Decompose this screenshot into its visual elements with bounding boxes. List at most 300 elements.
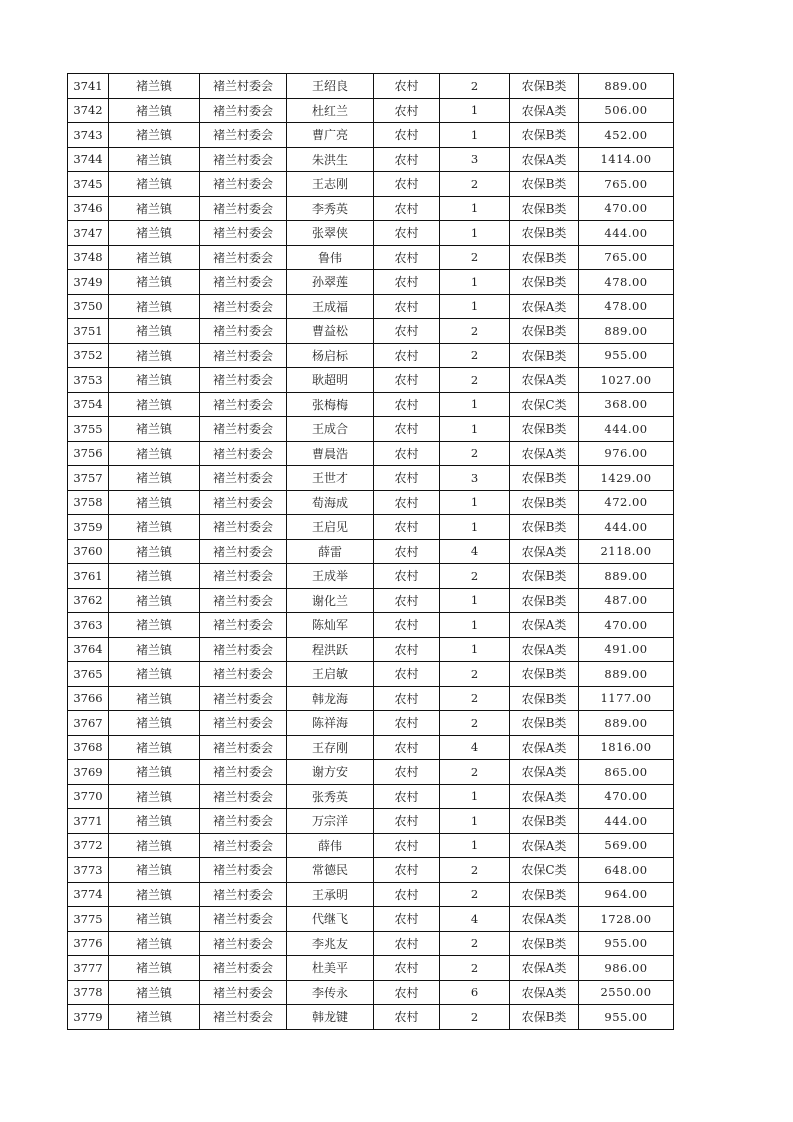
town-cell: 褚兰镇	[109, 343, 200, 368]
amount-cell: 955.00	[579, 343, 674, 368]
town-cell: 褚兰镇	[109, 441, 200, 466]
row-number-cell: 3766	[68, 686, 109, 711]
household-size-cell: 2	[440, 662, 510, 687]
person-name-cell: 曹益松	[287, 319, 374, 344]
village-committee-cell: 褚兰村委会	[200, 515, 287, 540]
household-size-cell: 1	[440, 833, 510, 858]
person-name-cell: 杨启标	[287, 343, 374, 368]
table-row	[68, 270, 674, 295]
table-row	[68, 417, 674, 442]
person-name-cell: 王启见	[287, 515, 374, 540]
amount-cell: 444.00	[579, 221, 674, 246]
town-cell: 褚兰镇	[109, 686, 200, 711]
table-row	[68, 662, 674, 687]
insurance-category-cell: 农保B类	[510, 809, 579, 834]
table-row	[68, 490, 674, 515]
table-row	[68, 368, 674, 393]
row-number-cell: 3773	[68, 858, 109, 883]
row-number-cell: 3747	[68, 221, 109, 246]
town-cell: 褚兰镇	[109, 907, 200, 932]
table-row	[68, 147, 674, 172]
household-type-cell: 农村	[374, 270, 440, 295]
table-row	[68, 172, 674, 197]
row-number-cell: 3768	[68, 735, 109, 760]
village-committee-cell: 褚兰村委会	[200, 417, 287, 442]
person-name-cell: 程洪跃	[287, 637, 374, 662]
person-name-cell: 谢化兰	[287, 588, 374, 613]
insurance-category-cell: 农保B类	[510, 882, 579, 907]
person-name-cell: 李传永	[287, 980, 374, 1005]
household-size-cell: 1	[440, 784, 510, 809]
village-committee-cell: 褚兰村委会	[200, 294, 287, 319]
household-size-cell: 4	[440, 907, 510, 932]
household-size-cell: 2	[440, 1005, 510, 1030]
town-cell: 褚兰镇	[109, 833, 200, 858]
table-row	[68, 466, 674, 491]
insurance-category-cell: 农保B类	[510, 588, 579, 613]
person-name-cell: 王成合	[287, 417, 374, 442]
household-type-cell: 农村	[374, 343, 440, 368]
household-type-cell: 农村	[374, 564, 440, 589]
town-cell: 褚兰镇	[109, 123, 200, 148]
household-type-cell: 农村	[374, 368, 440, 393]
table-row	[68, 196, 674, 221]
person-name-cell: 鲁伟	[287, 245, 374, 270]
village-committee-cell: 褚兰村委会	[200, 270, 287, 295]
insurance-category-cell: 农保A类	[510, 735, 579, 760]
table-row	[68, 735, 674, 760]
row-number-cell: 3774	[68, 882, 109, 907]
household-size-cell: 2	[440, 245, 510, 270]
table-row	[68, 809, 674, 834]
amount-cell: 1816.00	[579, 735, 674, 760]
row-number-cell: 3746	[68, 196, 109, 221]
insurance-category-cell: 农保A类	[510, 98, 579, 123]
household-size-cell: 2	[440, 441, 510, 466]
household-type-cell: 农村	[374, 221, 440, 246]
amount-cell: 955.00	[579, 931, 674, 956]
row-number-cell: 3760	[68, 539, 109, 564]
household-size-cell: 2	[440, 319, 510, 344]
household-size-cell: 6	[440, 980, 510, 1005]
household-size-cell: 1	[440, 515, 510, 540]
village-committee-cell: 褚兰村委会	[200, 466, 287, 491]
insurance-category-cell: 农保B类	[510, 417, 579, 442]
insurance-category-cell: 农保A类	[510, 368, 579, 393]
town-cell: 褚兰镇	[109, 858, 200, 883]
person-name-cell: 曹晨浩	[287, 441, 374, 466]
table-row	[68, 294, 674, 319]
household-type-cell: 农村	[374, 539, 440, 564]
village-committee-cell: 褚兰村委会	[200, 147, 287, 172]
village-committee-cell: 褚兰村委会	[200, 564, 287, 589]
household-type-cell: 农村	[374, 882, 440, 907]
table-row	[68, 539, 674, 564]
person-name-cell: 王成举	[287, 564, 374, 589]
village-committee-cell: 褚兰村委会	[200, 833, 287, 858]
insurance-category-cell: 农保B类	[510, 564, 579, 589]
household-type-cell: 农村	[374, 245, 440, 270]
table-row	[68, 245, 674, 270]
household-size-cell: 1	[440, 490, 510, 515]
amount-cell: 1728.00	[579, 907, 674, 932]
amount-cell: 765.00	[579, 172, 674, 197]
insurance-category-cell: 农保B类	[510, 245, 579, 270]
amount-cell: 2550.00	[579, 980, 674, 1005]
amount-cell: 569.00	[579, 833, 674, 858]
household-type-cell: 农村	[374, 466, 440, 491]
person-name-cell: 曹广亮	[287, 123, 374, 148]
table-row	[68, 564, 674, 589]
village-committee-cell: 褚兰村委会	[200, 74, 287, 99]
table-row	[68, 515, 674, 540]
household-size-cell: 2	[440, 760, 510, 785]
household-type-cell: 农村	[374, 319, 440, 344]
insurance-category-cell: 农保B类	[510, 123, 579, 148]
person-name-cell: 王绍良	[287, 74, 374, 99]
household-size-cell: 1	[440, 221, 510, 246]
table-row	[68, 760, 674, 785]
row-number-cell: 3778	[68, 980, 109, 1005]
insurance-category-cell: 农保A类	[510, 294, 579, 319]
person-name-cell: 王启敏	[287, 662, 374, 687]
amount-cell: 368.00	[579, 392, 674, 417]
town-cell: 褚兰镇	[109, 784, 200, 809]
insurance-category-cell: 农保A类	[510, 441, 579, 466]
insurance-category-cell: 农保B类	[510, 172, 579, 197]
household-type-cell: 农村	[374, 637, 440, 662]
amount-cell: 478.00	[579, 294, 674, 319]
row-number-cell: 3770	[68, 784, 109, 809]
insurance-category-cell: 农保B类	[510, 196, 579, 221]
town-cell: 褚兰镇	[109, 760, 200, 785]
person-name-cell: 陈灿军	[287, 613, 374, 638]
table-row	[68, 588, 674, 613]
household-type-cell: 农村	[374, 980, 440, 1005]
row-number-cell: 3777	[68, 956, 109, 981]
household-size-cell: 3	[440, 147, 510, 172]
person-name-cell: 王存刚	[287, 735, 374, 760]
amount-cell: 506.00	[579, 98, 674, 123]
person-name-cell: 杜美平	[287, 956, 374, 981]
household-type-cell: 农村	[374, 662, 440, 687]
household-type-cell: 农村	[374, 123, 440, 148]
town-cell: 褚兰镇	[109, 931, 200, 956]
insurance-category-cell: 农保B类	[510, 343, 579, 368]
household-type-cell: 农村	[374, 956, 440, 981]
village-committee-cell: 褚兰村委会	[200, 907, 287, 932]
household-type-cell: 农村	[374, 417, 440, 442]
insurance-category-cell: 农保C类	[510, 392, 579, 417]
household-type-cell: 农村	[374, 784, 440, 809]
village-committee-cell: 褚兰村委会	[200, 441, 287, 466]
village-committee-cell: 褚兰村委会	[200, 613, 287, 638]
household-size-cell: 3	[440, 466, 510, 491]
amount-cell: 889.00	[579, 662, 674, 687]
person-name-cell: 张秀英	[287, 784, 374, 809]
household-type-cell: 农村	[374, 294, 440, 319]
insurance-category-cell: 农保C类	[510, 858, 579, 883]
village-committee-cell: 褚兰村委会	[200, 784, 287, 809]
insurance-category-cell: 农保B类	[510, 686, 579, 711]
insurance-category-cell: 农保A类	[510, 613, 579, 638]
town-cell: 褚兰镇	[109, 319, 200, 344]
person-name-cell: 王成福	[287, 294, 374, 319]
household-size-cell: 2	[440, 343, 510, 368]
town-cell: 褚兰镇	[109, 74, 200, 99]
town-cell: 褚兰镇	[109, 613, 200, 638]
town-cell: 褚兰镇	[109, 564, 200, 589]
person-name-cell: 荀海成	[287, 490, 374, 515]
town-cell: 褚兰镇	[109, 882, 200, 907]
household-type-cell: 农村	[374, 613, 440, 638]
town-cell: 褚兰镇	[109, 196, 200, 221]
household-size-cell: 2	[440, 882, 510, 907]
household-size-cell: 1	[440, 392, 510, 417]
amount-cell: 491.00	[579, 637, 674, 662]
row-number-cell: 3751	[68, 319, 109, 344]
insurance-category-cell: 农保A类	[510, 980, 579, 1005]
table-row	[68, 319, 674, 344]
person-name-cell: 杜红兰	[287, 98, 374, 123]
amount-cell: 1429.00	[579, 466, 674, 491]
person-name-cell: 张翠侠	[287, 221, 374, 246]
row-number-cell: 3743	[68, 123, 109, 148]
household-size-cell: 1	[440, 294, 510, 319]
village-committee-cell: 褚兰村委会	[200, 172, 287, 197]
amount-cell: 487.00	[579, 588, 674, 613]
row-number-cell: 3769	[68, 760, 109, 785]
town-cell: 褚兰镇	[109, 466, 200, 491]
household-size-cell: 4	[440, 735, 510, 760]
row-number-cell: 3744	[68, 147, 109, 172]
row-number-cell: 3759	[68, 515, 109, 540]
household-type-cell: 农村	[374, 686, 440, 711]
row-number-cell: 3742	[68, 98, 109, 123]
household-size-cell: 1	[440, 613, 510, 638]
table-row	[68, 221, 674, 246]
household-type-cell: 农村	[374, 588, 440, 613]
person-name-cell: 王承明	[287, 882, 374, 907]
table-row	[68, 613, 674, 638]
household-size-cell: 2	[440, 172, 510, 197]
town-cell: 褚兰镇	[109, 980, 200, 1005]
household-size-cell: 1	[440, 809, 510, 834]
amount-cell: 1027.00	[579, 368, 674, 393]
household-size-cell: 1	[440, 637, 510, 662]
insurance-category-cell: 农保B类	[510, 221, 579, 246]
household-type-cell: 农村	[374, 931, 440, 956]
person-name-cell: 王志刚	[287, 172, 374, 197]
village-committee-cell: 褚兰村委会	[200, 760, 287, 785]
table-row	[68, 833, 674, 858]
amount-cell: 1414.00	[579, 147, 674, 172]
village-committee-cell: 褚兰村委会	[200, 221, 287, 246]
town-cell: 褚兰镇	[109, 294, 200, 319]
insurance-category-cell: 农保A类	[510, 784, 579, 809]
town-cell: 褚兰镇	[109, 956, 200, 981]
insurance-category-cell: 农保A类	[510, 833, 579, 858]
household-type-cell: 农村	[374, 809, 440, 834]
village-committee-cell: 褚兰村委会	[200, 196, 287, 221]
insurance-category-cell: 农保B类	[510, 515, 579, 540]
insurance-category-cell: 农保B类	[510, 270, 579, 295]
household-type-cell: 农村	[374, 74, 440, 99]
person-name-cell: 薛伟	[287, 833, 374, 858]
household-type-cell: 农村	[374, 172, 440, 197]
village-committee-cell: 褚兰村委会	[200, 882, 287, 907]
row-number-cell: 3757	[68, 466, 109, 491]
household-type-cell: 农村	[374, 392, 440, 417]
household-size-cell: 1	[440, 417, 510, 442]
amount-cell: 478.00	[579, 270, 674, 295]
village-committee-cell: 褚兰村委会	[200, 490, 287, 515]
town-cell: 褚兰镇	[109, 662, 200, 687]
amount-cell: 444.00	[579, 809, 674, 834]
town-cell: 褚兰镇	[109, 809, 200, 834]
amount-cell: 472.00	[579, 490, 674, 515]
row-number-cell: 3750	[68, 294, 109, 319]
row-number-cell: 3765	[68, 662, 109, 687]
town-cell: 褚兰镇	[109, 172, 200, 197]
amount-cell: 1177.00	[579, 686, 674, 711]
household-size-cell: 2	[440, 956, 510, 981]
town-cell: 褚兰镇	[109, 1005, 200, 1030]
town-cell: 褚兰镇	[109, 490, 200, 515]
town-cell: 褚兰镇	[109, 637, 200, 662]
insurance-category-cell: 农保B类	[510, 490, 579, 515]
row-number-cell: 3763	[68, 613, 109, 638]
row-number-cell: 3753	[68, 368, 109, 393]
amount-cell: 964.00	[579, 882, 674, 907]
amount-cell: 865.00	[579, 760, 674, 785]
amount-cell: 444.00	[579, 417, 674, 442]
household-type-cell: 农村	[374, 98, 440, 123]
table-row	[68, 980, 674, 1005]
insurance-category-cell: 农保A类	[510, 760, 579, 785]
insurance-category-cell: 农保B类	[510, 74, 579, 99]
village-committee-cell: 褚兰村委会	[200, 809, 287, 834]
household-size-cell: 2	[440, 368, 510, 393]
insurance-category-cell: 农保B类	[510, 319, 579, 344]
insurance-category-cell: 农保B类	[510, 711, 579, 736]
row-number-cell: 3771	[68, 809, 109, 834]
benefit-roster-table	[67, 73, 674, 1030]
household-type-cell: 农村	[374, 735, 440, 760]
person-name-cell: 李秀英	[287, 196, 374, 221]
amount-cell: 470.00	[579, 784, 674, 809]
row-number-cell: 3758	[68, 490, 109, 515]
amount-cell: 444.00	[579, 515, 674, 540]
village-committee-cell: 褚兰村委会	[200, 735, 287, 760]
table-row	[68, 931, 674, 956]
row-number-cell: 3752	[68, 343, 109, 368]
amount-cell: 648.00	[579, 858, 674, 883]
person-name-cell: 韩龙键	[287, 1005, 374, 1030]
village-committee-cell: 褚兰村委会	[200, 980, 287, 1005]
person-name-cell: 薛雷	[287, 539, 374, 564]
amount-cell: 470.00	[579, 196, 674, 221]
insurance-category-cell: 农保B类	[510, 931, 579, 956]
town-cell: 褚兰镇	[109, 245, 200, 270]
town-cell: 褚兰镇	[109, 711, 200, 736]
town-cell: 褚兰镇	[109, 147, 200, 172]
row-number-cell: 3756	[68, 441, 109, 466]
household-size-cell: 1	[440, 196, 510, 221]
village-committee-cell: 褚兰村委会	[200, 98, 287, 123]
table-row	[68, 123, 674, 148]
town-cell: 褚兰镇	[109, 98, 200, 123]
person-name-cell: 耿超明	[287, 368, 374, 393]
village-committee-cell: 褚兰村委会	[200, 931, 287, 956]
household-size-cell: 1	[440, 98, 510, 123]
person-name-cell: 韩龙海	[287, 686, 374, 711]
village-committee-cell: 褚兰村委会	[200, 319, 287, 344]
household-type-cell: 农村	[374, 760, 440, 785]
person-name-cell: 代继飞	[287, 907, 374, 932]
insurance-category-cell: 农保A类	[510, 956, 579, 981]
row-number-cell: 3779	[68, 1005, 109, 1030]
table-row	[68, 956, 674, 981]
row-number-cell: 3767	[68, 711, 109, 736]
row-number-cell: 3762	[68, 588, 109, 613]
row-number-cell: 3775	[68, 907, 109, 932]
table-row	[68, 907, 674, 932]
household-type-cell: 农村	[374, 907, 440, 932]
household-type-cell: 农村	[374, 833, 440, 858]
household-size-cell: 2	[440, 931, 510, 956]
insurance-category-cell: 农保B类	[510, 1005, 579, 1030]
row-number-cell: 3745	[68, 172, 109, 197]
table-row	[68, 858, 674, 883]
village-committee-cell: 褚兰村委会	[200, 392, 287, 417]
person-name-cell: 朱洪生	[287, 147, 374, 172]
household-type-cell: 农村	[374, 490, 440, 515]
town-cell: 褚兰镇	[109, 539, 200, 564]
village-committee-cell: 褚兰村委会	[200, 686, 287, 711]
town-cell: 褚兰镇	[109, 270, 200, 295]
table-row	[68, 784, 674, 809]
village-committee-cell: 褚兰村委会	[200, 588, 287, 613]
table-row	[68, 441, 674, 466]
village-committee-cell: 褚兰村委会	[200, 368, 287, 393]
table-row	[68, 392, 674, 417]
village-committee-cell: 褚兰村委会	[200, 637, 287, 662]
insurance-category-cell: 农保A类	[510, 539, 579, 564]
village-committee-cell: 褚兰村委会	[200, 343, 287, 368]
row-number-cell: 3748	[68, 245, 109, 270]
household-type-cell: 农村	[374, 196, 440, 221]
amount-cell: 889.00	[579, 711, 674, 736]
town-cell: 褚兰镇	[109, 588, 200, 613]
household-type-cell: 农村	[374, 441, 440, 466]
amount-cell: 2118.00	[579, 539, 674, 564]
village-committee-cell: 褚兰村委会	[200, 858, 287, 883]
person-name-cell: 孙翠莲	[287, 270, 374, 295]
town-cell: 褚兰镇	[109, 368, 200, 393]
amount-cell: 889.00	[579, 319, 674, 344]
household-size-cell: 2	[440, 686, 510, 711]
row-number-cell: 3755	[68, 417, 109, 442]
town-cell: 褚兰镇	[109, 221, 200, 246]
table-row	[68, 343, 674, 368]
row-number-cell: 3776	[68, 931, 109, 956]
table-row	[68, 74, 674, 99]
person-name-cell: 王世才	[287, 466, 374, 491]
household-type-cell: 农村	[374, 1005, 440, 1030]
town-cell: 褚兰镇	[109, 417, 200, 442]
village-committee-cell: 褚兰村委会	[200, 956, 287, 981]
